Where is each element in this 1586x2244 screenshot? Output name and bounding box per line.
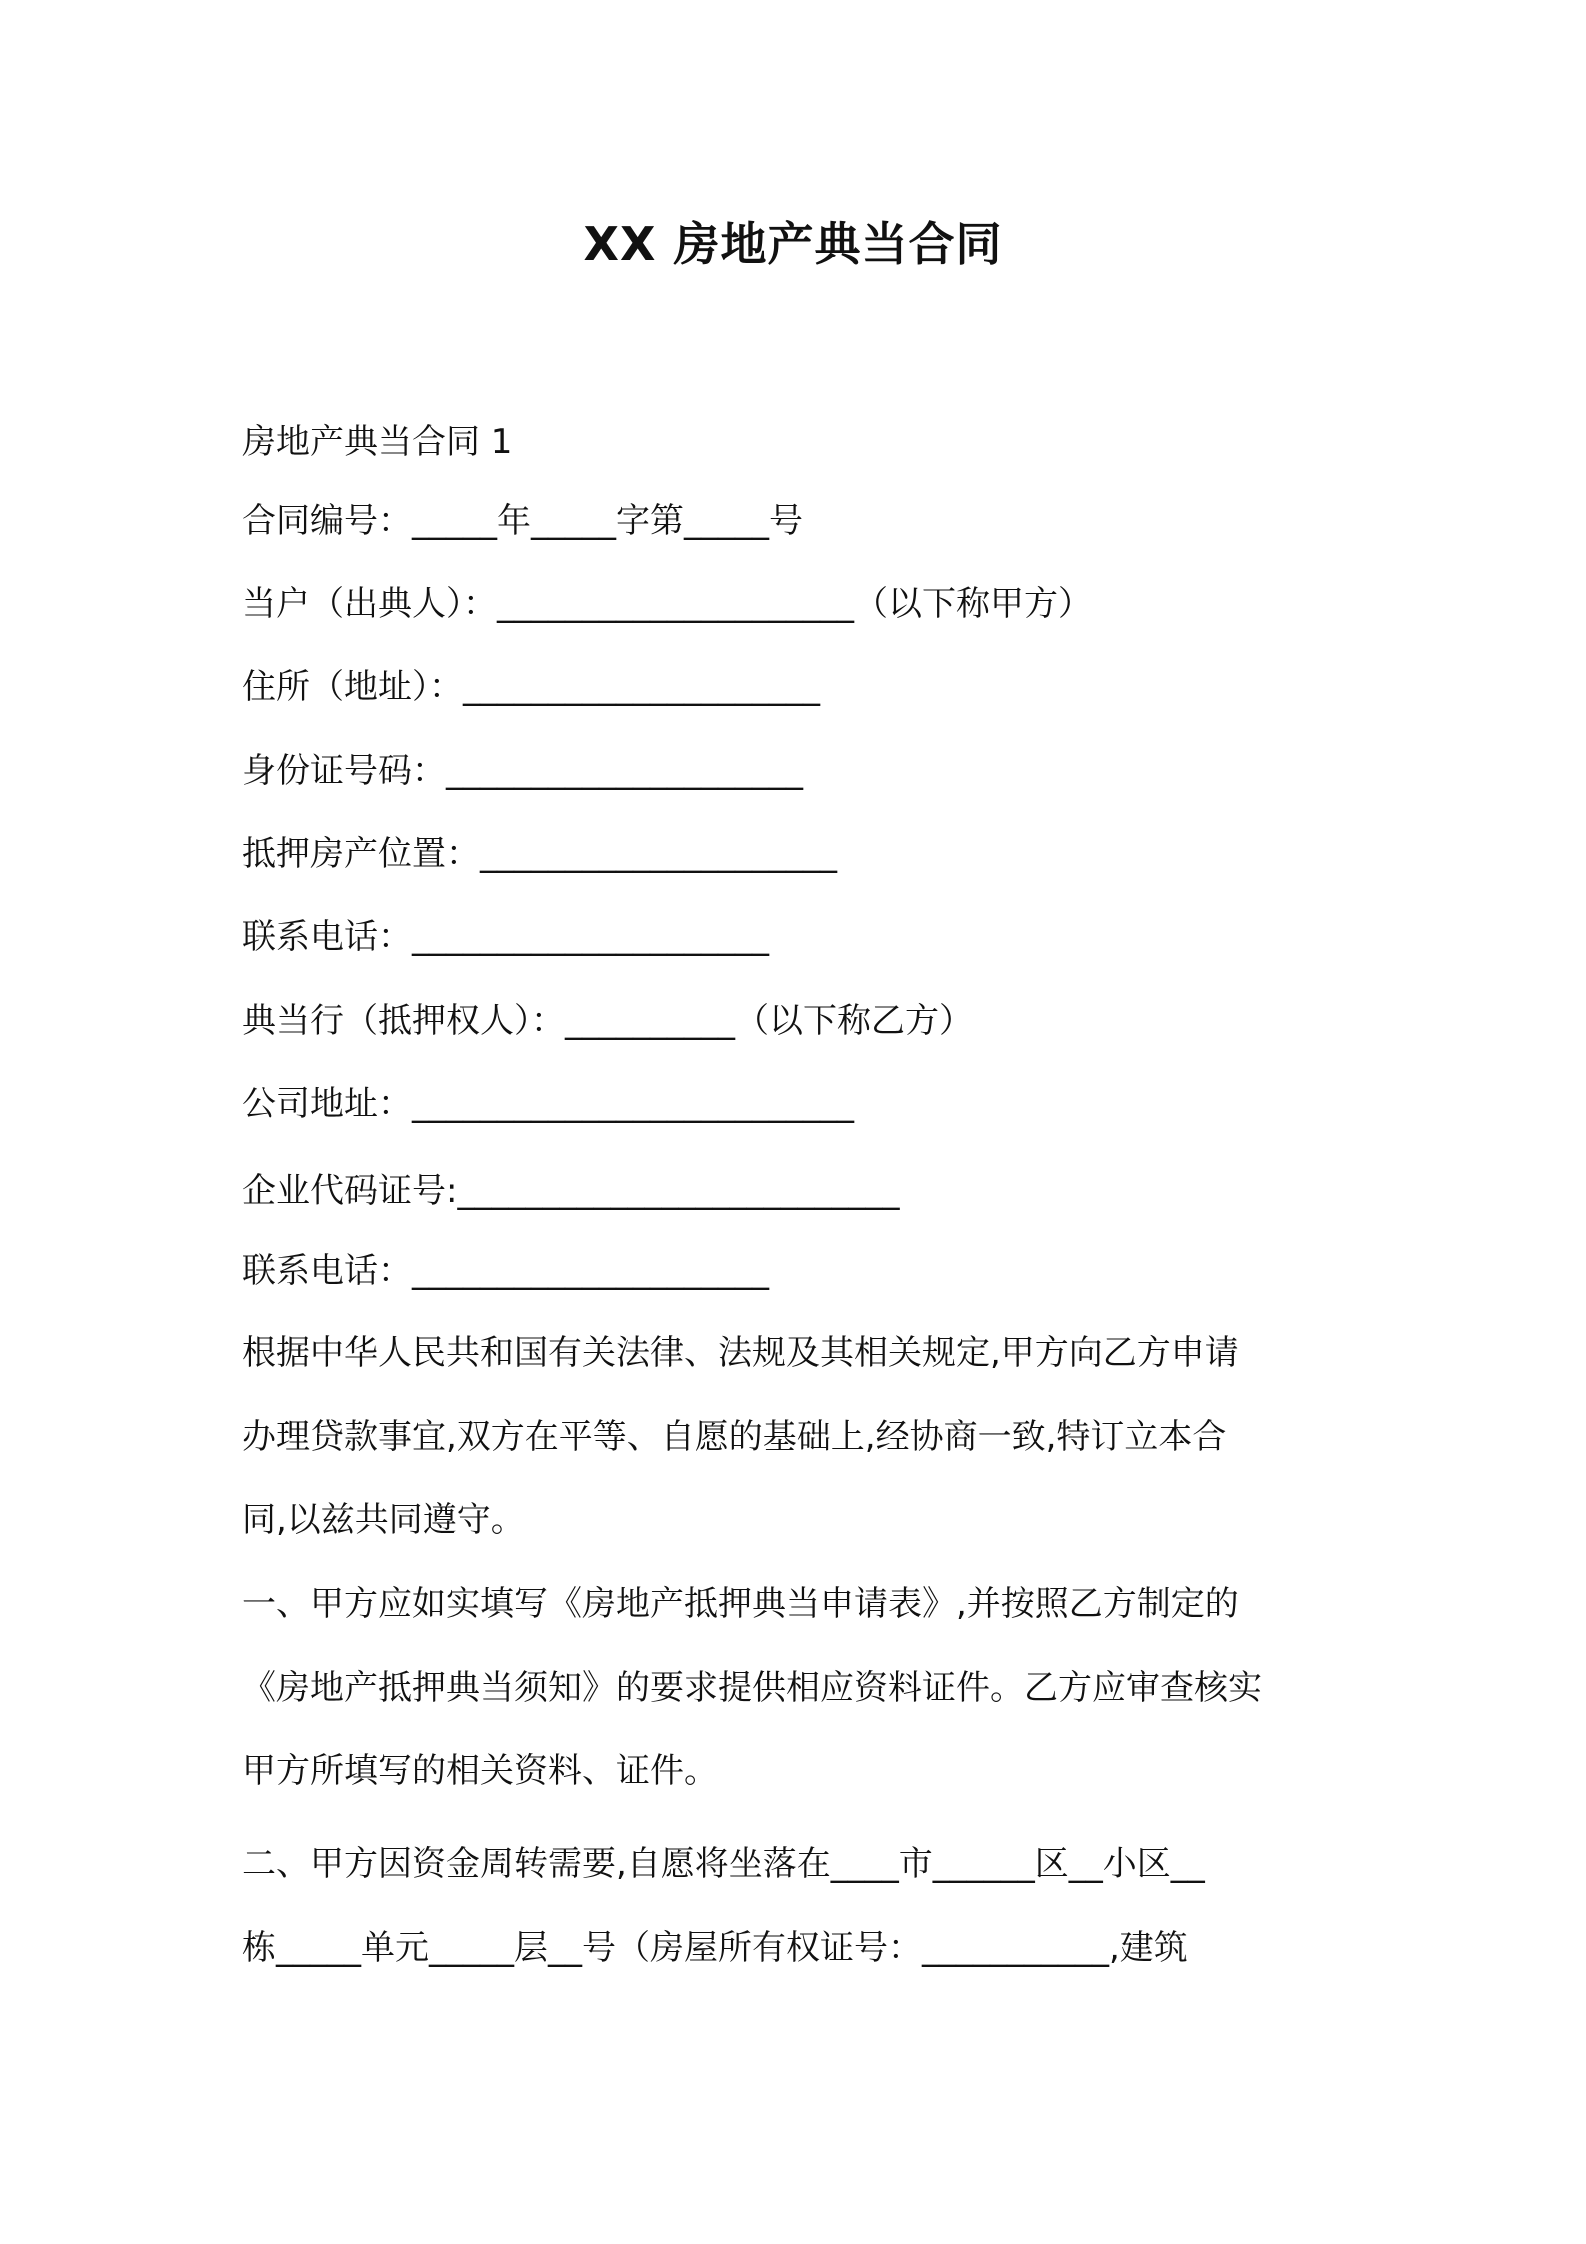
paragraph-clause-2 (242, 1823, 1356, 1990)
paragraph-line: 同,以兹共同遵守。 (242, 1500, 525, 1540)
paragraph-line: 办理贷款事宜,双方在平等、自愿的基础上,经协商一致,特订立本合 (242, 1416, 1227, 1457)
paragraph-line: 根据中华人民共和国有关法律、法规及其相关规定,甲方向乙方申请 (242, 1333, 1239, 1373)
paragraph-line: 一、甲方应如实填写《房地产抵押典当申请表》,并按照乙方制定的 (242, 1584, 1239, 1624)
field-enterprise-code: 企业代码证号:__________________________ (242, 1171, 900, 1211)
paragraph-line: 《房地产抵押典当须知》的要求提供相应资料证件。乙方应审查核实 (242, 1667, 1262, 1708)
field-phone-a: 联系电话：_____________________ (242, 917, 769, 957)
field-id-number: 身份证号码：_____________________ (242, 751, 803, 791)
document-title: XX 房地产典当合同 (583, 217, 1003, 271)
field-pawner: 当户（出典人）：_____________________（以下称甲方） (242, 584, 1092, 624)
field-residence: 住所（地址）：_____________________ (242, 667, 820, 707)
contract-subtitle: 房地产典当合同 1 (242, 422, 513, 462)
field-contract-number: 合同编号：_____年_____字第_____号 (242, 501, 803, 541)
paragraph-line: 栋_____单元_____层__号（房屋所有权证号：___________,建筑 (242, 1927, 1188, 1968)
paragraph-line: 甲方所填写的相关资料、证件。 (242, 1751, 718, 1791)
field-pawnshop: 典当行（抵押权人）：__________（以下称乙方） (242, 1001, 973, 1041)
field-property-location: 抵押房产位置：_____________________ (242, 834, 837, 874)
field-phone-b: 联系电话：_____________________ (242, 1251, 769, 1291)
paragraph-line: 二、甲方因资金周转需要,自愿将坐落在____市______区__小区__ (242, 1844, 1205, 1884)
field-company-address: 公司地址：__________________________ (242, 1084, 854, 1124)
paragraph-clause-1 (242, 1563, 1356, 1814)
paragraph-preamble (242, 1312, 1356, 1563)
